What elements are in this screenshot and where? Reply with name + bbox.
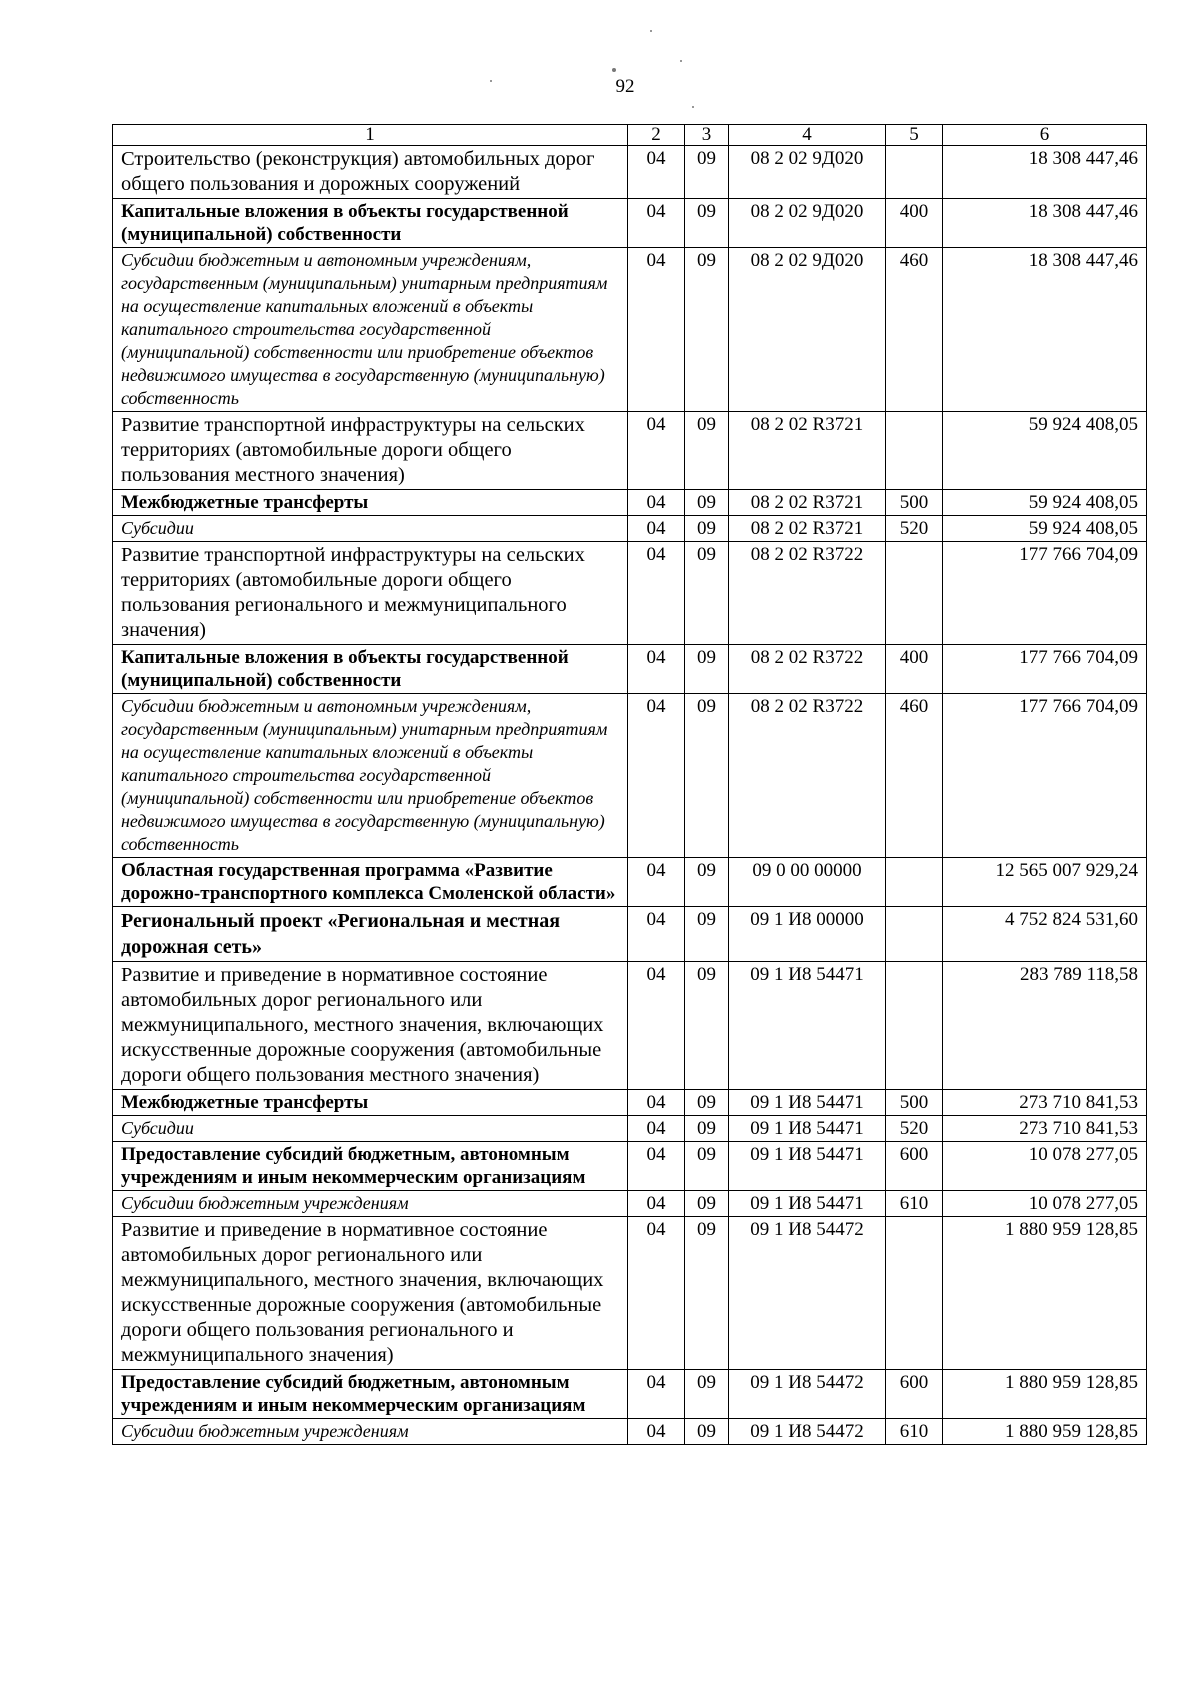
section-code-cell: 04 bbox=[628, 146, 685, 199]
table-header-row bbox=[113, 125, 1147, 146]
target-article-cell: 08 2 02 R3722 bbox=[729, 542, 886, 645]
section-code-cell: 04 bbox=[628, 858, 685, 907]
row-name-cell: Предоставление субсидий бюджетным, автономным учреждениям и иным некоммерческим организациям bbox=[113, 1142, 628, 1191]
section-code-cell: 04 bbox=[628, 1370, 685, 1419]
expense-type-cell bbox=[886, 412, 943, 490]
expense-type-cell: 400 bbox=[886, 645, 943, 694]
table-row bbox=[113, 1116, 1147, 1142]
expense-type-cell: 460 bbox=[886, 694, 943, 858]
section-code-cell: 04 bbox=[628, 1142, 685, 1191]
row-name-cell: Субсидии бюджетным и автономным учреждениям, государственным (муниципальным) унитарным предприятиям на осуществление капитальных вложений в объекты капитального строительства государственной (муниципальной) собственности или приобретение объектов недвижимого имущества в государственную (муниципальную) собственность bbox=[113, 248, 628, 412]
row-name-cell: Развитие транспортной инфраструктуры на сельских территориях (автомобильные дороги общего пользования регионального и межмуниципального значения) bbox=[113, 542, 628, 645]
expense-type-cell bbox=[886, 907, 943, 962]
table-row bbox=[113, 907, 1147, 962]
amount-cell: 177 766 704,09 bbox=[943, 694, 1147, 858]
section-code-cell: 04 bbox=[628, 962, 685, 1090]
section-code-cell: 04 bbox=[628, 645, 685, 694]
target-article-cell: 08 2 02 R3721 bbox=[729, 490, 886, 516]
column-header: 1 bbox=[113, 125, 628, 146]
section-code-cell: 04 bbox=[628, 1217, 685, 1370]
subsection-code-cell: 09 bbox=[685, 1116, 729, 1142]
table-row bbox=[113, 1142, 1147, 1191]
subsection-code-cell: 09 bbox=[685, 1090, 729, 1116]
table-row bbox=[113, 962, 1147, 1090]
subsection-code-cell: 09 bbox=[685, 858, 729, 907]
subsection-code-cell: 09 bbox=[685, 1142, 729, 1191]
row-name-cell: Субсидии бюджетным учреждениям bbox=[113, 1419, 628, 1445]
target-article-cell: 08 2 02 9Д020 bbox=[729, 248, 886, 412]
row-name-cell: Межбюджетные трансферты bbox=[113, 1090, 628, 1116]
table-row bbox=[113, 412, 1147, 490]
expense-type-cell: 520 bbox=[886, 516, 943, 542]
amount-cell: 177 766 704,09 bbox=[943, 542, 1147, 645]
budget-table bbox=[112, 124, 1147, 1445]
expense-type-cell: 520 bbox=[886, 1116, 943, 1142]
section-code-cell: 04 bbox=[628, 516, 685, 542]
column-header: 5 bbox=[886, 125, 943, 146]
subsection-code-cell: 09 bbox=[685, 694, 729, 858]
section-code-cell: 04 bbox=[628, 907, 685, 962]
row-name-cell: Субсидии bbox=[113, 1116, 628, 1142]
table-row bbox=[113, 199, 1147, 248]
row-name-cell: Развитие и приведение в нормативное состояние автомобильных дорог регионального или межмуниципального, местного значения, включающих искусственные дорожные сооружения (автомобильные дороги общего пользования регионального и межмуниципального значения) bbox=[113, 1217, 628, 1370]
row-name-cell: Строительство (реконструкция) автомобильных дорог общего пользования и дорожных сооружений bbox=[113, 146, 628, 199]
expense-type-cell: 600 bbox=[886, 1142, 943, 1191]
amount-cell: 18 308 447,46 bbox=[943, 248, 1147, 412]
row-name-cell: Предоставление субсидий бюджетным, автономным учреждениям и иным некоммерческим организациям bbox=[113, 1370, 628, 1419]
amount-cell: 10 078 277,05 bbox=[943, 1191, 1147, 1217]
expense-type-cell bbox=[886, 858, 943, 907]
row-name-cell: Развитие транспортной инфраструктуры на сельских территориях (автомобильные дороги общего пользования местного значения) bbox=[113, 412, 628, 490]
subsection-code-cell: 09 bbox=[685, 199, 729, 248]
subsection-code-cell: 09 bbox=[685, 146, 729, 199]
page-number: 92 bbox=[615, 76, 635, 97]
target-article-cell: 08 2 02 R3722 bbox=[729, 645, 886, 694]
section-code-cell: 04 bbox=[628, 490, 685, 516]
table-row bbox=[113, 694, 1147, 858]
subsection-code-cell: 09 bbox=[685, 490, 729, 516]
target-article-cell: 09 1 И8 54472 bbox=[729, 1419, 886, 1445]
expense-type-cell: 610 bbox=[886, 1419, 943, 1445]
row-name-cell: Развитие и приведение в нормативное состояние автомобильных дорог регионального или межмуниципального, местного значения, включающих искусственные дорожные сооружения (автомобильные дороги общего пользования местного значения) bbox=[113, 962, 628, 1090]
expense-type-cell: 400 bbox=[886, 199, 943, 248]
expense-type-cell: 610 bbox=[886, 1191, 943, 1217]
amount-cell: 273 710 841,53 bbox=[943, 1116, 1147, 1142]
subsection-code-cell: 09 bbox=[685, 907, 729, 962]
scan-speck bbox=[692, 106, 694, 108]
amount-cell: 283 789 118,58 bbox=[943, 962, 1147, 1090]
target-article-cell: 08 2 02 R3721 bbox=[729, 516, 886, 542]
amount-cell: 59 924 408,05 bbox=[943, 490, 1147, 516]
amount-cell: 1 880 959 128,85 bbox=[943, 1370, 1147, 1419]
target-article-cell: 09 1 И8 54472 bbox=[729, 1370, 886, 1419]
expense-type-cell bbox=[886, 962, 943, 1090]
column-header: 3 bbox=[685, 125, 729, 146]
amount-cell: 1 880 959 128,85 bbox=[943, 1419, 1147, 1445]
subsection-code-cell: 09 bbox=[685, 1419, 729, 1445]
section-code-cell: 04 bbox=[628, 1116, 685, 1142]
subsection-code-cell: 09 bbox=[685, 962, 729, 1090]
column-header: 4 bbox=[729, 125, 886, 146]
table-row bbox=[113, 1090, 1147, 1116]
column-header: 2 bbox=[628, 125, 685, 146]
target-article-cell: 08 2 02 9Д020 bbox=[729, 146, 886, 199]
table-row bbox=[113, 516, 1147, 542]
row-name-cell: Капитальные вложения в объекты государственной (муниципальной) собственности bbox=[113, 199, 628, 248]
target-article-cell: 08 2 02 9Д020 bbox=[729, 199, 886, 248]
table-row bbox=[113, 645, 1147, 694]
table-row bbox=[113, 248, 1147, 412]
subsection-code-cell: 09 bbox=[685, 645, 729, 694]
table-row bbox=[113, 1419, 1147, 1445]
amount-cell: 59 924 408,05 bbox=[943, 412, 1147, 490]
row-name-cell: Областная государственная программа «Развитие дорожно-транспортного комплекса Смоленской области» bbox=[113, 858, 628, 907]
table-row bbox=[113, 1217, 1147, 1370]
subsection-code-cell: 09 bbox=[685, 1370, 729, 1419]
subsection-code-cell: 09 bbox=[685, 1191, 729, 1217]
subsection-code-cell: 09 bbox=[685, 1217, 729, 1370]
amount-cell: 177 766 704,09 bbox=[943, 645, 1147, 694]
scan-speck bbox=[680, 60, 682, 62]
section-code-cell: 04 bbox=[628, 199, 685, 248]
amount-cell: 1 880 959 128,85 bbox=[943, 1217, 1147, 1370]
target-article-cell: 09 1 И8 00000 bbox=[729, 907, 886, 962]
expense-type-cell: 500 bbox=[886, 1090, 943, 1116]
subsection-code-cell: 09 bbox=[685, 412, 729, 490]
target-article-cell: 09 1 И8 54472 bbox=[729, 1217, 886, 1370]
table-row bbox=[113, 542, 1147, 645]
expense-type-cell bbox=[886, 146, 943, 199]
expense-type-cell bbox=[886, 1217, 943, 1370]
row-name-cell: Субсидии бюджетным и автономным учреждениям, государственным (муниципальным) унитарным предприятиям на осуществление капитальных вложений в объекты капитального строительства государственной (муниципальной) собственности или приобретение объектов недвижимого имущества в государственную (муниципальную) собственность bbox=[113, 694, 628, 858]
amount-cell: 18 308 447,46 bbox=[943, 199, 1147, 248]
row-name-cell: Субсидии бюджетным учреждениям bbox=[113, 1191, 628, 1217]
table-row bbox=[113, 146, 1147, 199]
section-code-cell: 04 bbox=[628, 542, 685, 645]
table-row bbox=[113, 490, 1147, 516]
subsection-code-cell: 09 bbox=[685, 516, 729, 542]
section-code-cell: 04 bbox=[628, 694, 685, 858]
table-row bbox=[113, 858, 1147, 907]
amount-cell: 4 752 824 531,60 bbox=[943, 907, 1147, 962]
section-code-cell: 04 bbox=[628, 1090, 685, 1116]
amount-cell: 59 924 408,05 bbox=[943, 516, 1147, 542]
target-article-cell: 08 2 02 R3721 bbox=[729, 412, 886, 490]
row-name-cell: Капитальные вложения в объекты государственной (муниципальной) собственности bbox=[113, 645, 628, 694]
target-article-cell: 09 1 И8 54471 bbox=[729, 1142, 886, 1191]
amount-cell: 18 308 447,46 bbox=[943, 146, 1147, 199]
target-article-cell: 09 1 И8 54471 bbox=[729, 1116, 886, 1142]
scan-speck bbox=[612, 68, 616, 72]
target-article-cell: 09 0 00 00000 bbox=[729, 858, 886, 907]
expense-type-cell bbox=[886, 542, 943, 645]
table-row bbox=[113, 1370, 1147, 1419]
expense-type-cell: 500 bbox=[886, 490, 943, 516]
subsection-code-cell: 09 bbox=[685, 542, 729, 645]
section-code-cell: 04 bbox=[628, 1419, 685, 1445]
expense-type-cell: 460 bbox=[886, 248, 943, 412]
amount-cell: 273 710 841,53 bbox=[943, 1090, 1147, 1116]
scan-speck bbox=[490, 80, 492, 82]
section-code-cell: 04 bbox=[628, 248, 685, 412]
amount-cell: 10 078 277,05 bbox=[943, 1142, 1147, 1191]
target-article-cell: 09 1 И8 54471 bbox=[729, 1191, 886, 1217]
row-name-cell: Межбюджетные трансферты bbox=[113, 490, 628, 516]
target-article-cell: 08 2 02 R3722 bbox=[729, 694, 886, 858]
expense-type-cell: 600 bbox=[886, 1370, 943, 1419]
section-code-cell: 04 bbox=[628, 412, 685, 490]
amount-cell: 12 565 007 929,24 bbox=[943, 858, 1147, 907]
row-name-cell: Региональный проект «Региональная и местная дорожная сеть» bbox=[113, 907, 628, 962]
section-code-cell: 04 bbox=[628, 1191, 685, 1217]
subsection-code-cell: 09 bbox=[685, 248, 729, 412]
row-name-cell: Субсидии bbox=[113, 516, 628, 542]
target-article-cell: 09 1 И8 54471 bbox=[729, 962, 886, 1090]
scan-speck bbox=[650, 30, 652, 32]
table-row bbox=[113, 1191, 1147, 1217]
column-header: 6 bbox=[943, 125, 1147, 146]
target-article-cell: 09 1 И8 54471 bbox=[729, 1090, 886, 1116]
